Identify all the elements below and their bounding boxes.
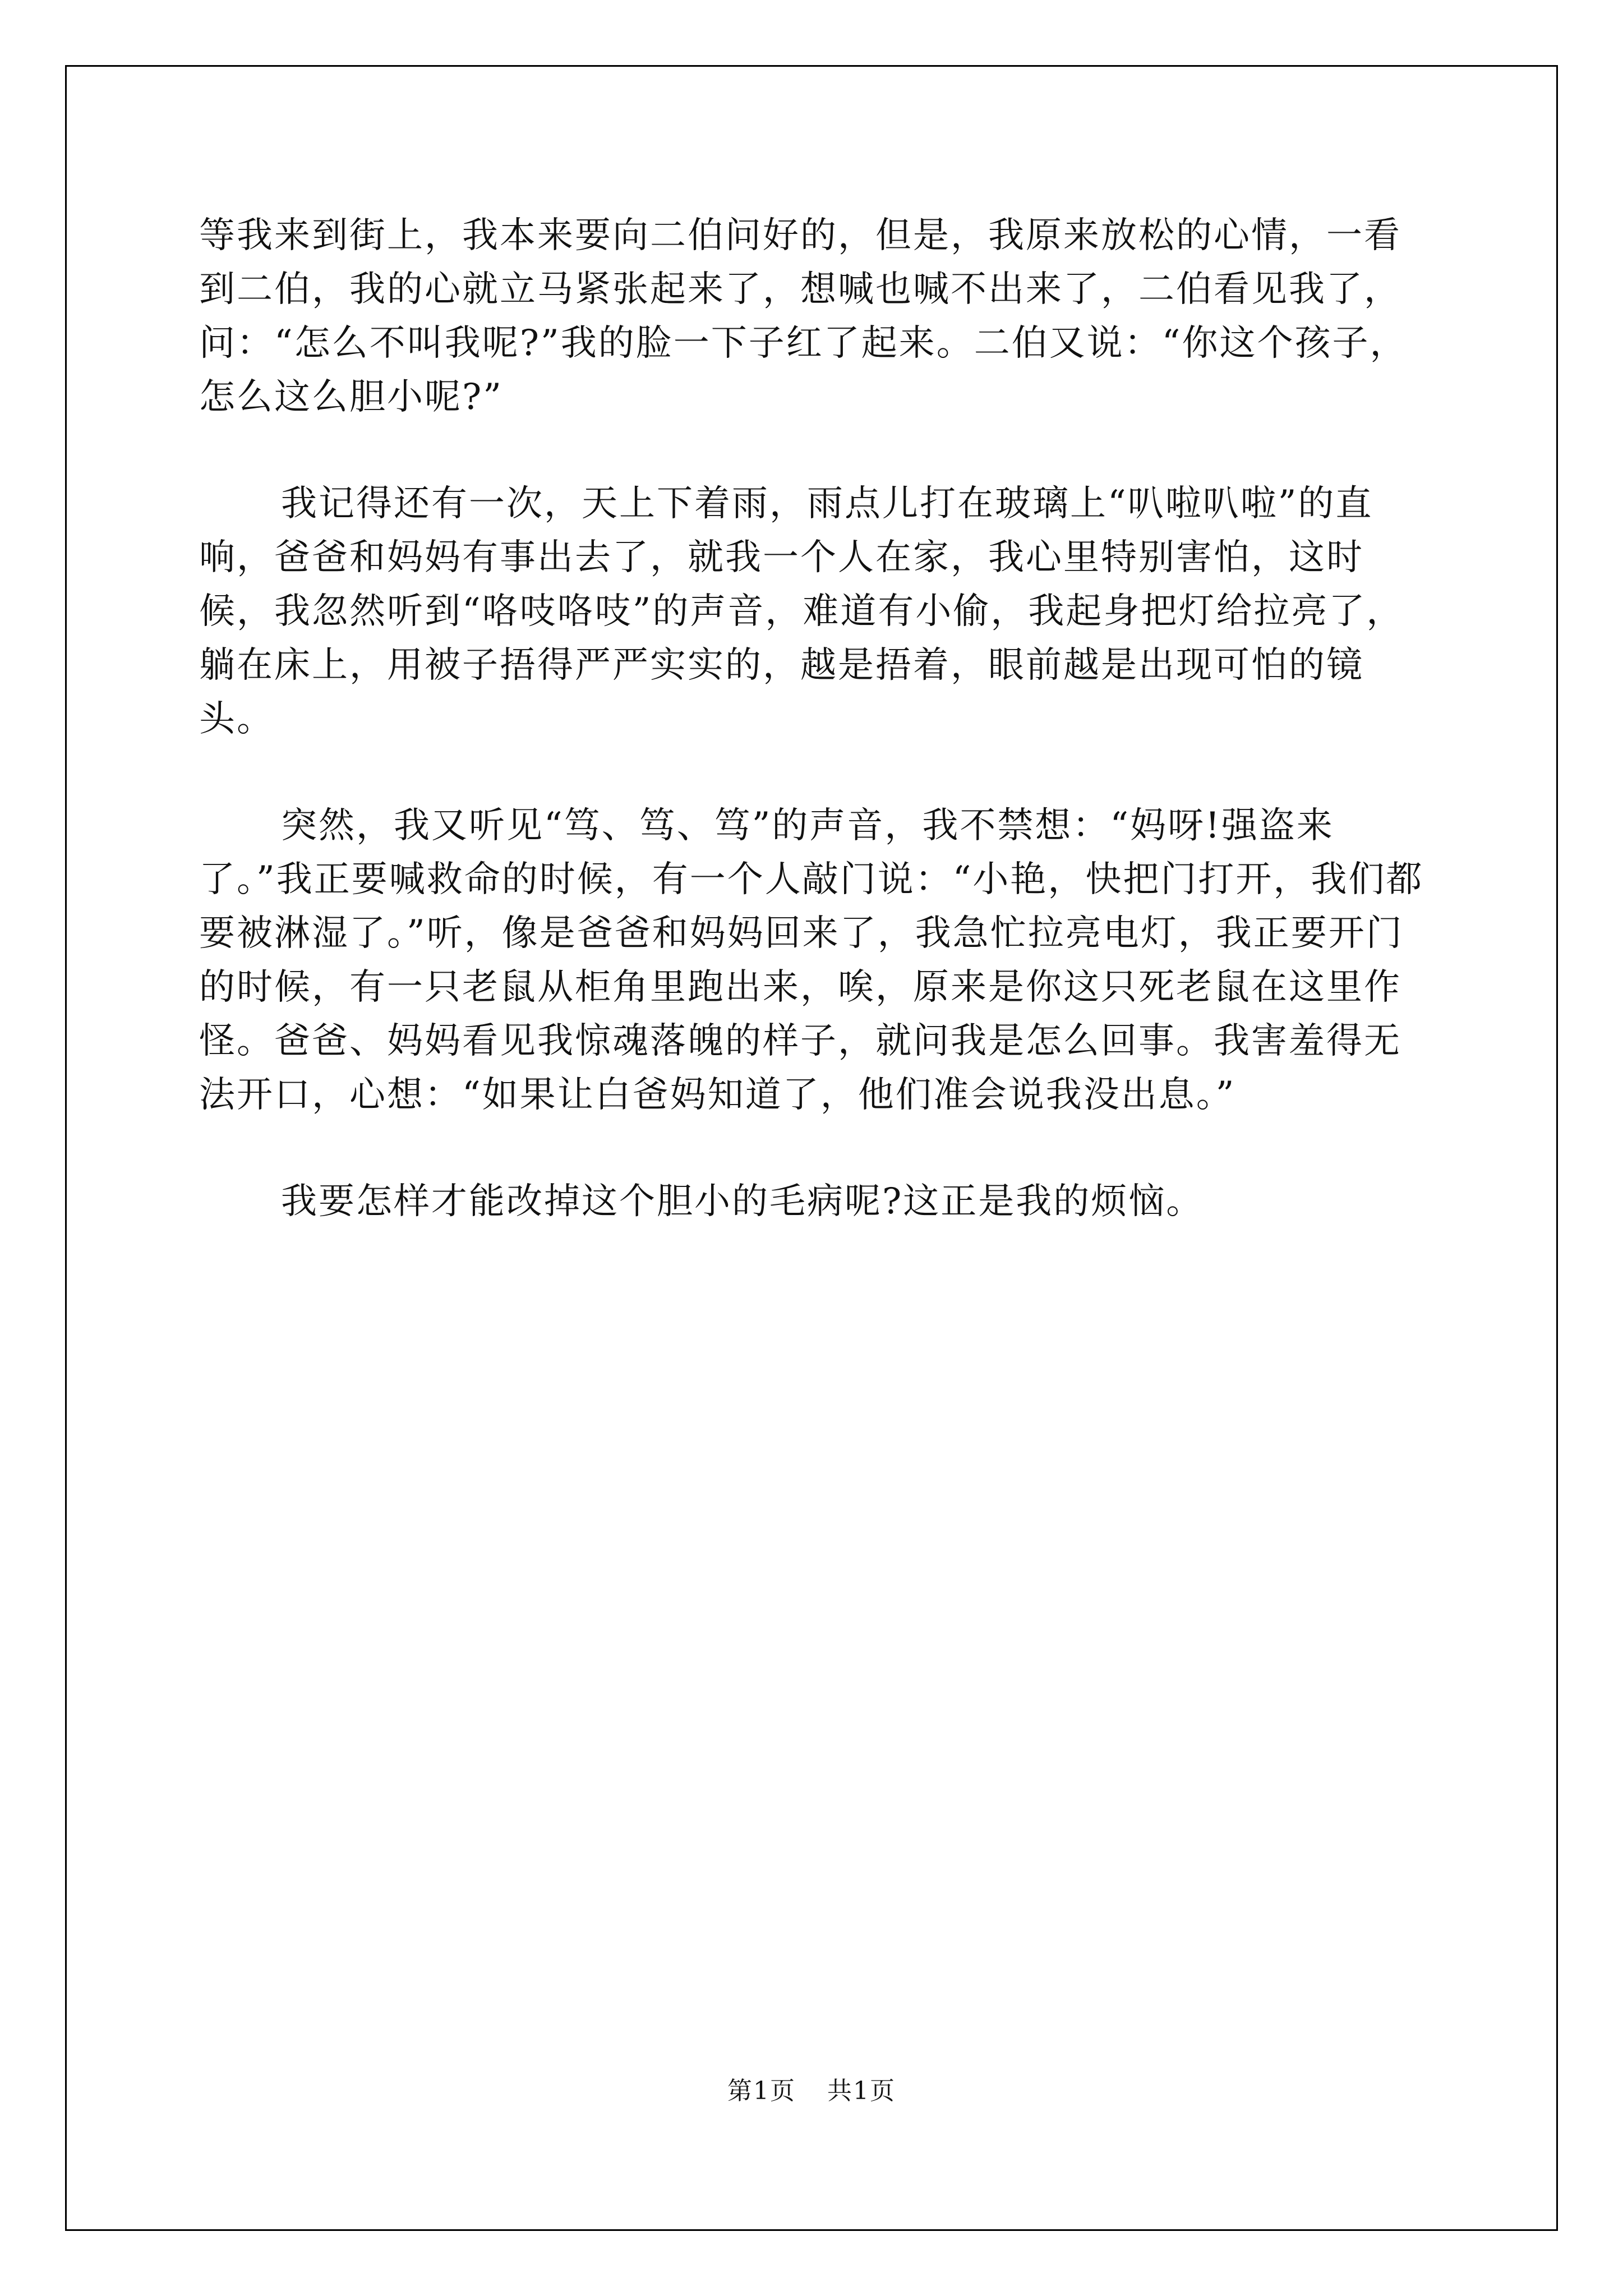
- page-number: 第1页: [727, 2077, 796, 2105]
- paragraph-3: 突然，我又听见“笃、笃、笃”的声音，我不禁想：“妈呀!强盗来了。”我正要喊救命的时候，有一个人敲门说：“小艳，快把门打开，我们都要被淋湿了。”听，像是爸爸和妈妈回来了，我急忙拉亮电灯，我正要开门的时候，有一只老鼠从柜角里跑出来，唉，原来是你这只死老鼠在这里作怪。爸爸、妈妈看见我惊魂落魄的样子，就问我是怎么回事。我害羞得无法开口，心想：“如果让白爸妈知道了，他们准会说我没出息。”: [199, 805, 1424, 1116]
- page-footer: [0, 2076, 1623, 2107]
- page-total: 共1页: [827, 2077, 896, 2105]
- document-body: [199, 209, 1436, 1228]
- paragraph-2: 我记得还有一次，天上下着雨，雨点儿打在玻璃上“叭啦叭啦”的直响，爸爸和妈妈有事出去了，就我一个人在家，我心里特别害怕，这时候，我忽然听到“咯吱咯吱”的声音，难道有小偷，我起身把灯给拉亮了，躺在床上，用被子捂得严严实实的，越是捂着，眼前越是出现可怕的镜头。: [199, 483, 1404, 740]
- paragraph-4: 我要怎样才能改掉这个胆小的毛病呢?这正是我的烦恼。: [281, 1181, 1204, 1222]
- paragraph-1: 等我来到街上，我本来要向二伯问好的，但是，我原来放松的心情，一看到二伯，我的心就立马紧张起来了，想喊也喊不出来了，二伯看见我了，问：“怎么不叫我呢?”我的脸一下子红了起来。二伯又说：“你这个孩子，怎么这么胆小呢?”: [199, 215, 1408, 418]
